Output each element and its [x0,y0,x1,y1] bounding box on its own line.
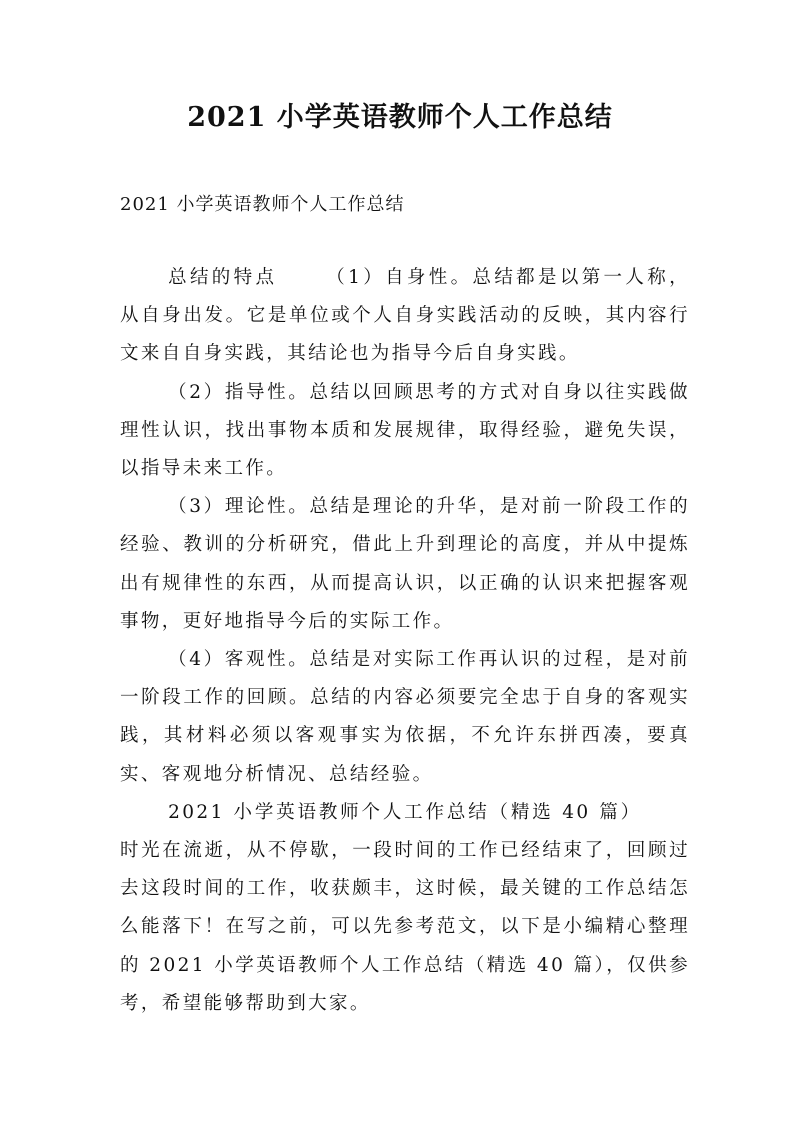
paragraph-objectivity: （4）客观性。总结是对实际工作再认识的过程，是对前一阶段工作的回顾。总结的内容必须要完全忠于自身的客观实践，其材料必须以客观事实为依据，不允许东拼西凑，要真实、客观地分析情况、总结经验。 [120,649,690,785]
paragraph-text: （1）自身性。总结都是以第一人称，从自身出发。它是单位或个人自身实践活动的反映，其内容行文来自自身实践，其结论也为指导今后自身实践。 [120,267,690,365]
page-title: 2021 小学英语教师个人工作总结 [187,102,613,133]
paragraph-lead: 总结的特点 [168,267,278,288]
paragraph-lead: 2021 小学英语教师个人工作总结（精选 40 篇） [168,801,642,823]
paragraph-text: 时光在流逝，从不停歇，一段时间的工作已经结束了，回顾过去这段时间的工作，收获颇丰，这时候，最关键的工作总结怎么能落下！在写之前，可以先参考范文，以下是小编精心整理的 2021 小学英语教师个人工作总结（精选 40 篇），仅供参考，希望能够帮助到大家。 [120,840,690,1014]
paragraph-theory: （3）理论性。总结是理论的升华，是对前一阶段工作的经验、教训的分析研究，借此上升到理论的高度，并从中提炼出有规律性的东西，从而提高认识，以正确的认识来把握客观事物，更好地指导今后的实际工作。 [120,496,690,632]
paragraph-features [120,259,690,374]
document-subtitle: 2021 小学英语教师个人工作总结 [120,194,405,215]
paragraph-intro [120,794,690,1023]
paragraph-guidance: （2）指导性。总结以回顾思考的方式对自身以往实践做理性认识，找出事物本质和发展规律，取得经验，避免失误，以指导未来工作。 [120,381,690,480]
document-body [120,259,690,1023]
